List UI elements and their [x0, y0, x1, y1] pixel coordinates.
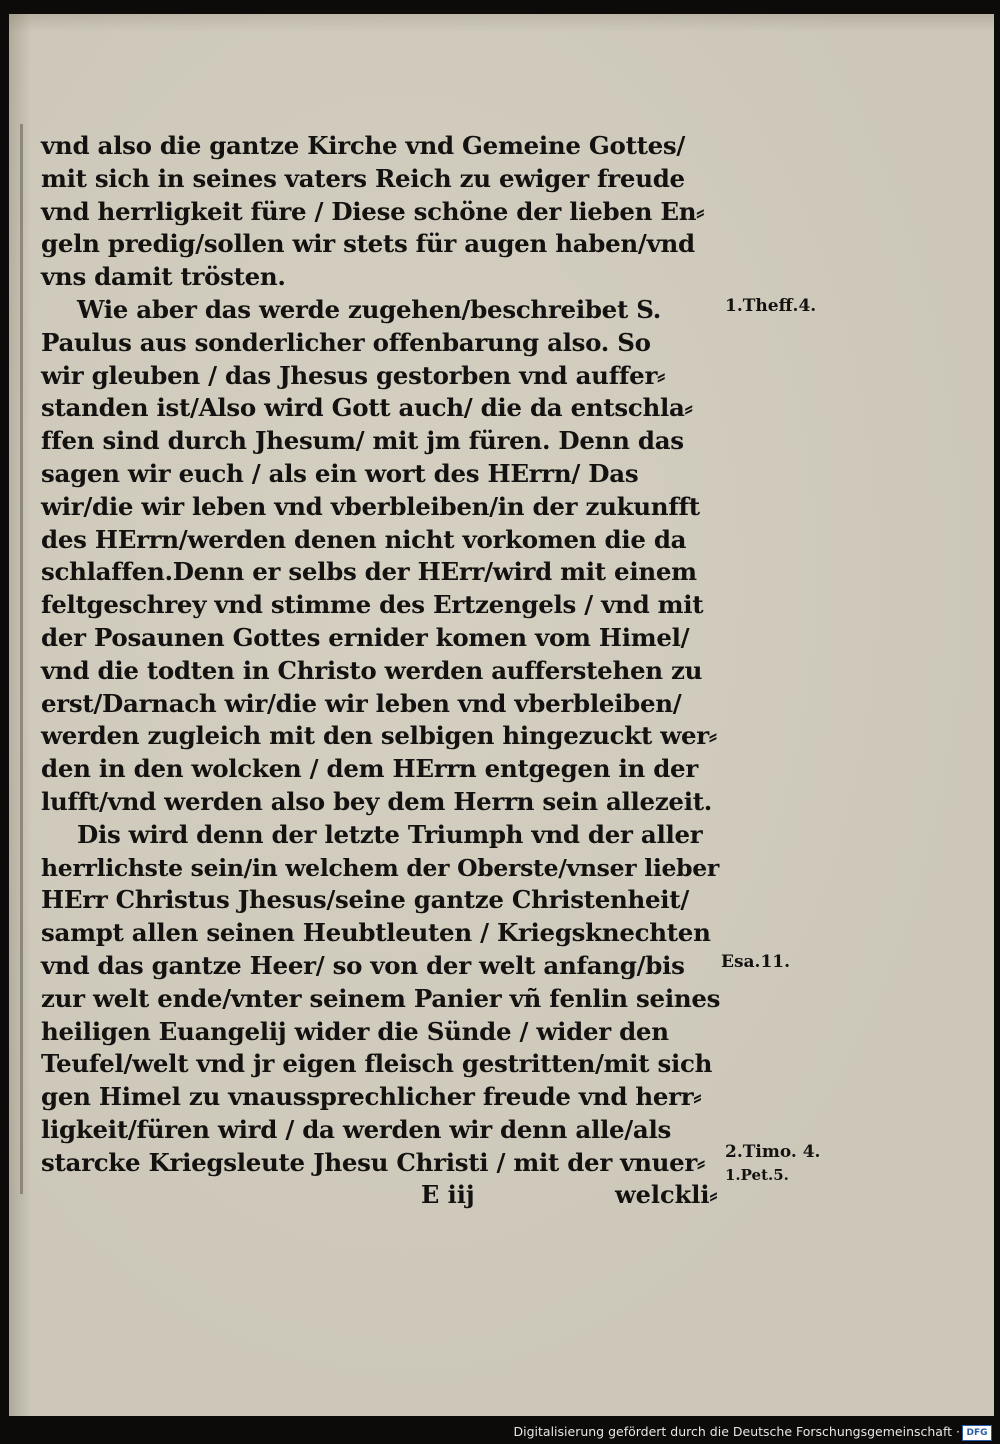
text-line: lufft/vnd werden also bey dem Herrn sein allezeit. — [41, 786, 712, 816]
text-line: Dis wird denn der letzte Triumph vnd der aller — [77, 819, 703, 849]
text-line: ffen sind durch Jhesum/ mit jm füren. Denn das — [41, 426, 684, 456]
text-line: werden zugleich mit den selbigen hingezuckt wer⸗ — [41, 721, 717, 751]
text-line: vnd also die gantze Kirche vnd Gemeine Gottes/ — [41, 131, 686, 160]
text-line: ligkeit/füren wird / da werden wir denn alle/als — [41, 1114, 672, 1144]
text-line: standen ist/Also wird Gott auch/ die da entschla⸗ — [41, 393, 693, 423]
text-line: schlaffen.Denn er selbs der HErr/wird mit einem — [41, 557, 697, 587]
text-line: mit sich in seines vaters Reich zu ewiger freude — [41, 163, 685, 193]
text-line: Teufel/welt vnd jr eigen fleisch gestritten/mit sich — [41, 1049, 713, 1079]
text-line: Paulus aus sonderlicher offenbarung also. So — [41, 327, 651, 357]
text-line: sampt allen seinen Heubtleuten / Kriegsknechten — [41, 918, 711, 948]
text-line: starcke Kriegsleute Jhesu Christi / mit der vnuer⸗ — [41, 1147, 705, 1177]
text-line: gen Himel zu vnaussprechlicher freude vnd herr⸗ — [41, 1082, 702, 1112]
signature-line — [409, 1178, 729, 1212]
text-line: des HErrn/werden denen nicht vorkomen die da — [41, 524, 687, 554]
text-line: der Posaunen Gottes ernider komen vom Himel/ — [41, 622, 690, 652]
text-line: wir/die wir leben vnd vberbleiben/in der zukunfft — [41, 491, 700, 521]
text-line: vnd das gantze Heer/ so von der welt anfang/bis — [41, 950, 685, 980]
catchword: welckli⸗ — [615, 1180, 718, 1209]
text-line: heiligen Euangelij wider die Sünde / wider den — [41, 1016, 669, 1046]
text-line: zur welt ende/vnter seinem Panier vñ fenlin seines — [41, 983, 721, 1013]
text-line: vnd die todten in Christo werden aufferstehen zu — [41, 655, 703, 685]
text-line: den in den wolcken / dem HErrn entgegen in der — [41, 754, 698, 784]
book-page — [9, 14, 994, 1416]
text-line: HErr Christus Jhesus/seine gantze Christenheit/ — [41, 885, 689, 915]
main-text-block — [41, 130, 731, 1180]
text-line: Wie aber das werde zugehen/beschreibet S. — [77, 294, 661, 324]
page-edge-rule — [20, 124, 23, 1194]
dfg-logo: DFG — [962, 1425, 992, 1441]
marginal-note-timotheus: 2.Timo. 4. — [725, 1142, 821, 1162]
text-line: erst/Darnach wir/die wir leben vnd vberbleiben/ — [41, 688, 682, 718]
text-line: geln predig/sollen wir stets für augen haben/vnd — [41, 229, 695, 259]
marginal-note-petrus: 1.Pet.5. — [725, 1166, 789, 1184]
text-line: wir gleuben / das Jhesus gestorben vnd auffer⸗ — [41, 360, 665, 390]
marginal-note-esaias: Esa.11. — [721, 952, 791, 972]
marginal-note-thessalonians: 1.Theff.4. — [725, 296, 817, 316]
text-line: herrlichste sein/in welchem der Oberste/vnser lieber — [41, 853, 719, 882]
signature-mark: E iij — [421, 1180, 475, 1209]
text-line: vns damit trösten. — [41, 262, 286, 292]
text-line: feltgeschrey vnd stimme des Ertzengels / vnd mit — [41, 590, 704, 620]
footer-credit: Digitalisierung gefördert durch die Deutsche Forschungsgemeinschaft · — [513, 1424, 960, 1439]
text-line: vnd herrligkeit füre / Diese schöne der lieben En⸗ — [41, 196, 705, 226]
text-line: sagen wir euch / als ein wort des HErrn/ Das — [41, 458, 639, 488]
